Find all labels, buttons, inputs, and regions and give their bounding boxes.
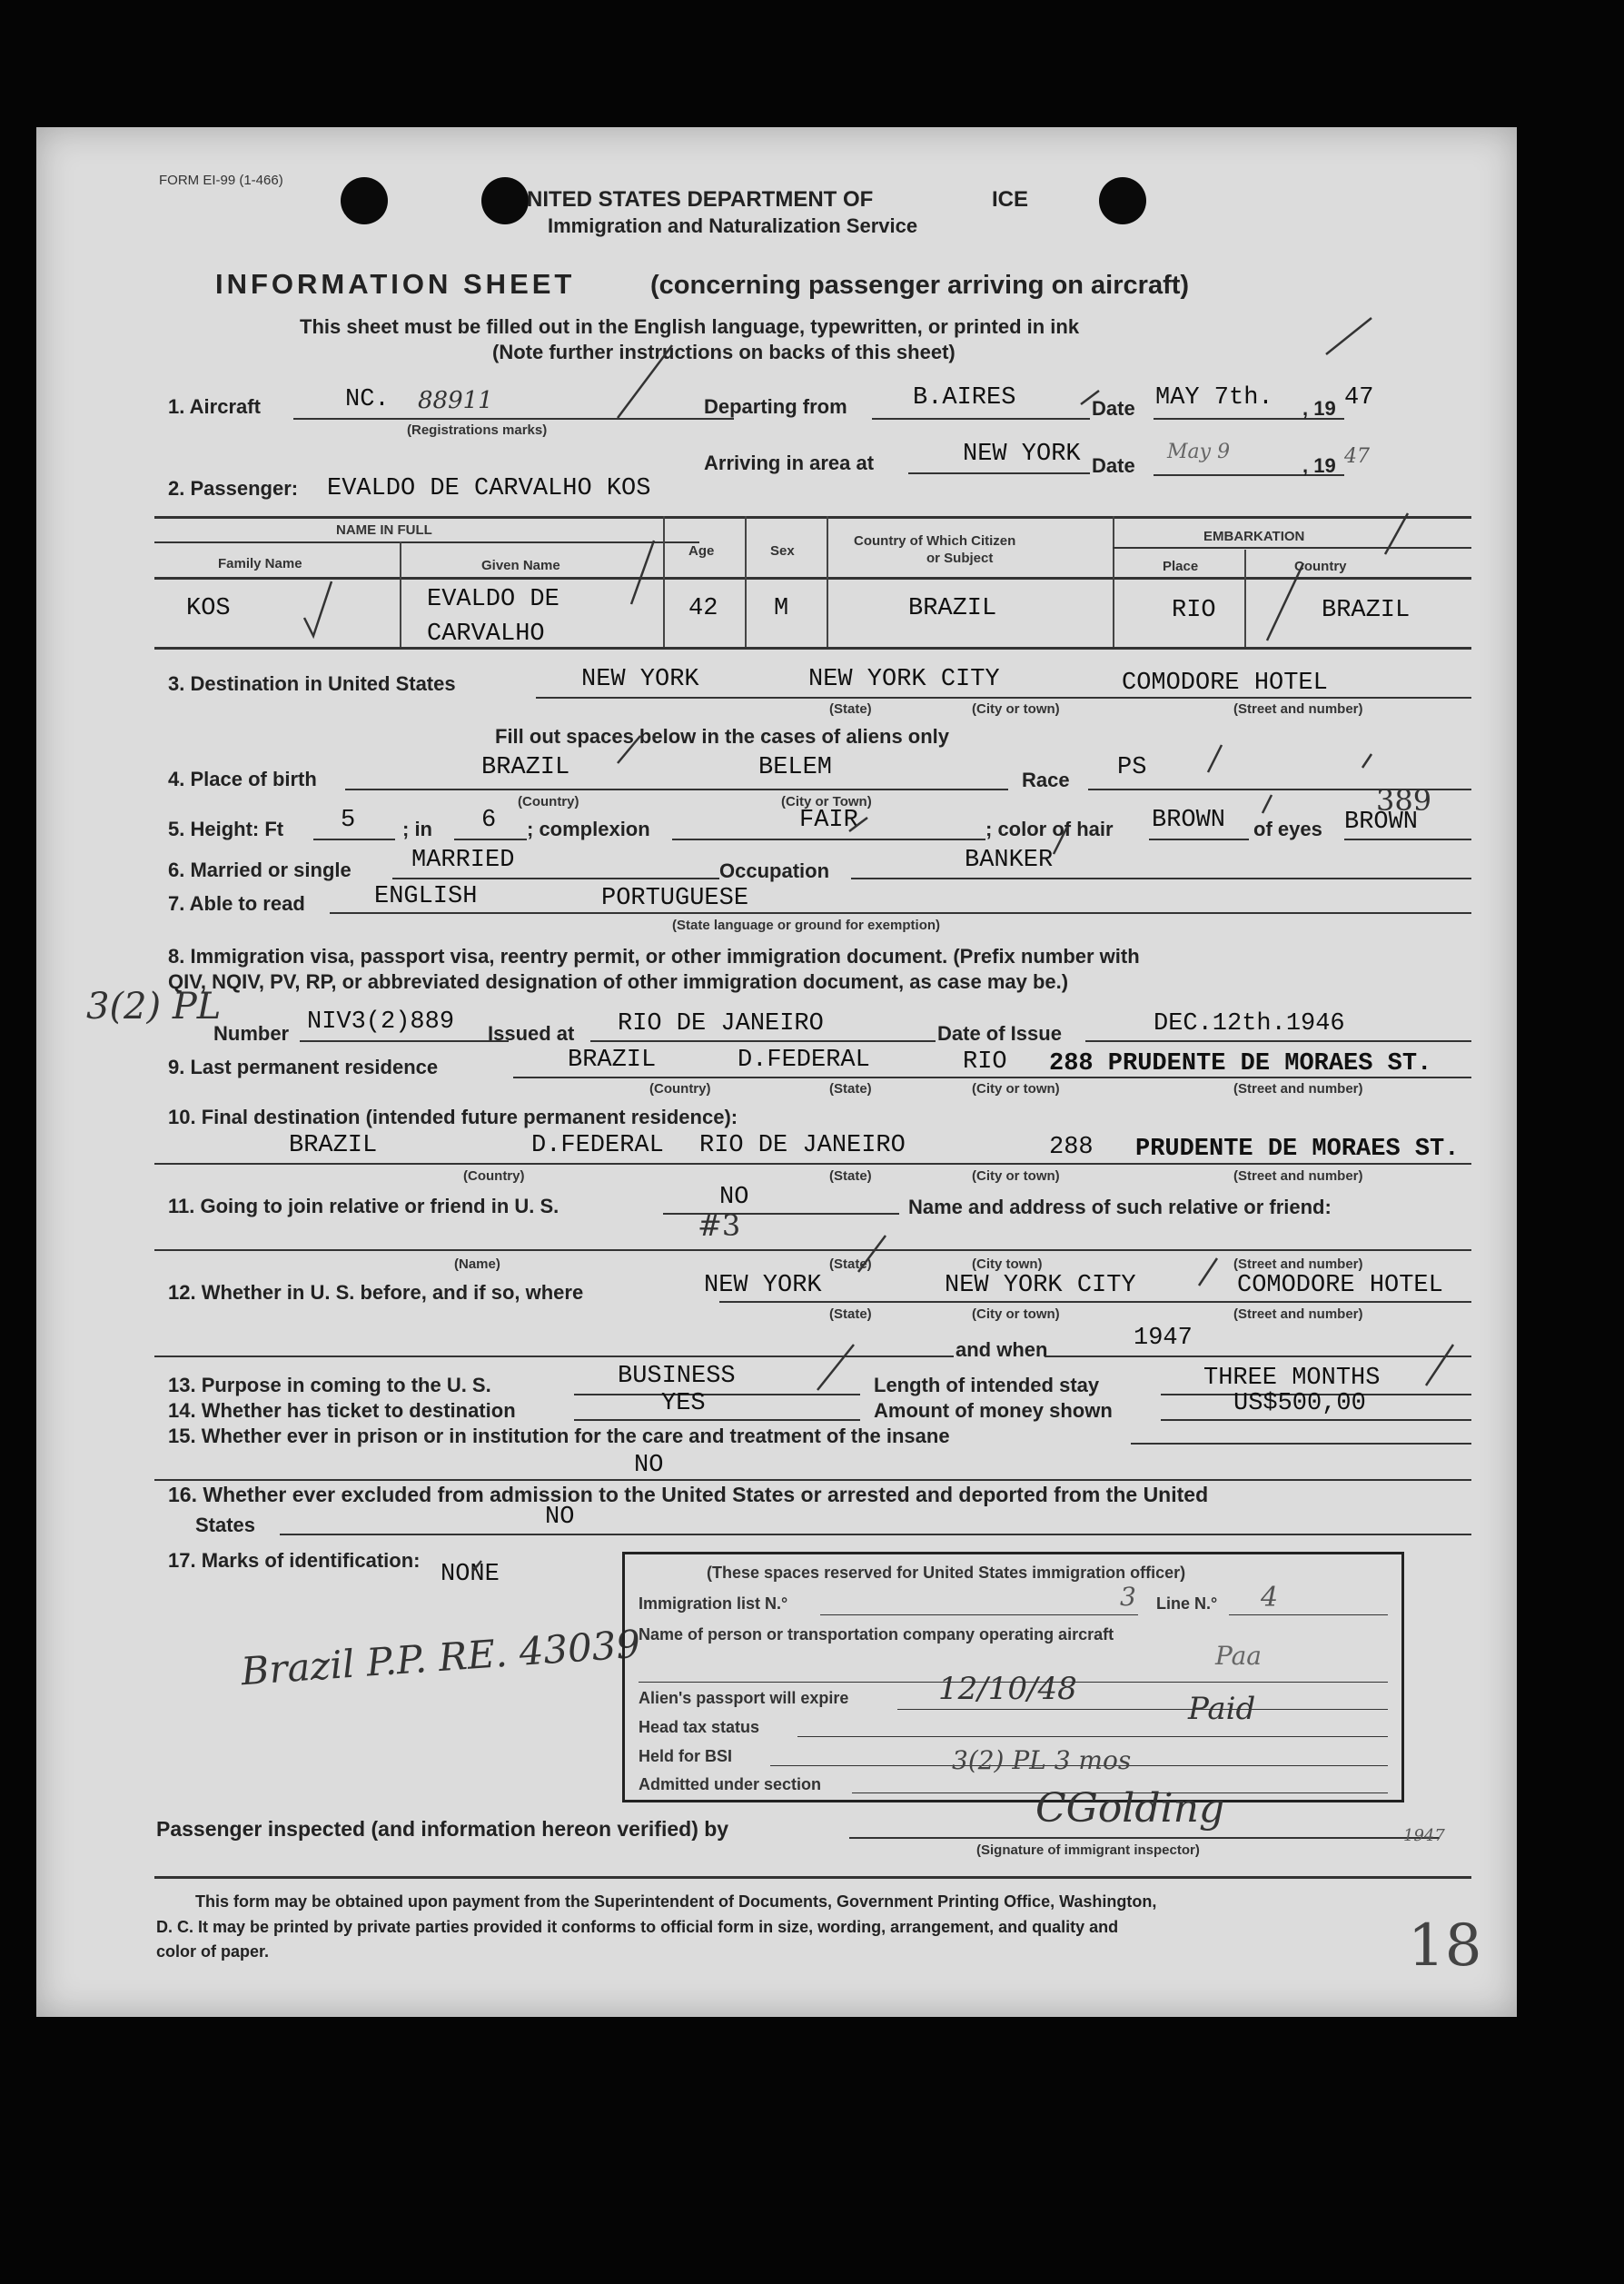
when-label: and when: [956, 1338, 1048, 1361]
sub-state-3: (State): [829, 701, 872, 717]
th-place: Place: [1163, 559, 1199, 574]
sub-street-11: (Street and number): [1233, 1256, 1363, 1272]
arriving-year-hand: 47: [1344, 445, 1370, 468]
aircraft-value: NC.: [345, 386, 390, 413]
td-place: RIO: [1172, 597, 1216, 624]
td-given-2: CARVALHO: [427, 621, 545, 648]
agency-name: NITED STATES DEPARTMENT OF: [527, 187, 874, 212]
sub-city-9: (City or town): [972, 1081, 1060, 1097]
marks-value: NONE: [441, 1561, 500, 1588]
excluded-value: NO: [545, 1504, 575, 1531]
height-label: 5. Height: Ft: [168, 818, 284, 840]
th-family-name: Family Name: [218, 556, 302, 571]
passenger-value: EVALDO DE CARVALHO KOS: [327, 475, 651, 502]
arriving-value: NEW YORK: [963, 441, 1081, 468]
sub-street-12: (Street and number): [1233, 1306, 1363, 1322]
officer-box-title: (These spaces reserved for United States immigration officer): [707, 1564, 1186, 1582]
aircraft-label: 1. Aircraft: [168, 395, 261, 418]
check-marks: [36, 127, 1517, 2017]
relative-name-label: Name and address of such relative or friend:: [908, 1196, 1332, 1218]
admitted-label: Admitted under section: [639, 1775, 822, 1793]
destination-state: NEW YORK: [581, 666, 699, 693]
td-family: KOS: [186, 595, 231, 622]
sheet-title: INFORMATION SHEET: [215, 268, 576, 300]
sub-city-10: (City or town): [972, 1168, 1060, 1184]
sub-country-9: (Country): [649, 1081, 711, 1097]
stay-value: THREE MONTHS: [1203, 1365, 1381, 1392]
operating-hand: Paa: [1215, 1641, 1262, 1671]
arriving-date-hand: May 9: [1167, 441, 1231, 463]
before-state: NEW YORK: [704, 1272, 822, 1299]
ticket-label: 14. Whether has ticket to destination: [168, 1399, 516, 1422]
residence-street: 288 PRUDENTE DE MORAES ST.: [1049, 1050, 1432, 1077]
destination-street: COMODORE HOTEL: [1122, 670, 1328, 697]
head-tax-hand: Paid: [1188, 1691, 1256, 1727]
form-sheet: [36, 127, 1517, 2017]
race-label: Race: [1022, 769, 1070, 791]
excluded-line-1: 16. Whether ever excluded from admission to the United States or arrested and deported from the United: [168, 1483, 1209, 1506]
purpose-label: 13. Purpose in coming to the U. S.: [168, 1374, 491, 1396]
admitted-hand: 3(2) PL 3 mos: [952, 1745, 1132, 1775]
ticket-value: YES: [661, 1390, 706, 1417]
visa-line-1: 8. Immigration visa, passport visa, reentry permit, or other immigration document. (Prefix number with: [168, 945, 1140, 968]
birth-city: BELEM: [758, 754, 833, 781]
year-prefix-1: , 19: [1302, 397, 1336, 420]
th-sex: Sex: [770, 543, 795, 559]
residence-city: RIO: [963, 1048, 1007, 1076]
aliens-note: Fill out spaces below in the cases of aliens only: [495, 725, 950, 748]
instruction-1: This sheet must be filled out in the English language, typewritten, or printed in ink: [300, 315, 1080, 338]
sub-state-12: (State): [829, 1306, 872, 1322]
visa-number: NIV3(2)889: [307, 1008, 455, 1036]
sub-state-9: (State): [829, 1081, 872, 1097]
sub-city-11: (City town): [972, 1256, 1043, 1272]
form-number: FORM EI-99 (1-466): [159, 173, 283, 188]
read-lang-1: ENGLISH: [374, 883, 478, 910]
sub-name-11: (Name): [454, 1256, 500, 1272]
inspector-sublabel: (Signature of immigrant inspector): [976, 1842, 1200, 1858]
date-label-2: Date: [1092, 454, 1135, 477]
inspector-signature: CGolding: [1035, 1785, 1225, 1832]
hair-value: BROWN: [1152, 807, 1226, 834]
residence-country: BRAZIL: [568, 1047, 657, 1074]
sub-city-4: (City or Town): [781, 794, 872, 809]
eyes-value: BROWN: [1344, 809, 1419, 836]
footer-line-2: D. C. It may be printed by private parties provided it conforms to official form in size, wording, arrangement, and quality and: [156, 1918, 1119, 1936]
sub-street-10: (Street and number): [1233, 1168, 1363, 1184]
final-country: BRAZIL: [289, 1132, 378, 1159]
line-no-label: Line N.°: [1156, 1594, 1218, 1613]
td-sex: M: [774, 595, 789, 622]
th-age: Age: [688, 543, 715, 559]
excluded-line-2: States: [195, 1514, 256, 1536]
complexion-label: ; complexion: [527, 818, 650, 840]
issue-date-label: Date of Issue: [937, 1022, 1062, 1045]
immigration-list-label: Immigration list N.°: [639, 1594, 788, 1613]
married-value: MARRIED: [411, 847, 515, 874]
read-label: 7. Able to read: [168, 892, 305, 915]
departing-value: B.AIRES: [913, 384, 1016, 412]
purpose-value: BUSINESS: [618, 1363, 736, 1390]
sub-country-10: (Country): [463, 1168, 525, 1184]
married-label: 6. Married or single: [168, 859, 352, 881]
visa-margin-hand: 3(2) PL: [86, 986, 222, 1028]
sub-city-3: (City or town): [972, 701, 1060, 717]
complexion-value: FAIR: [799, 807, 858, 834]
height-in-label: ; in: [402, 818, 432, 840]
service-name: Immigration and Naturalization Service: [548, 214, 918, 237]
registration-sublabel: (Registrations marks): [407, 422, 548, 438]
before-label: 12. Whether in U. S. before, and if so, where: [168, 1281, 584, 1304]
arriving-label: Arriving in area at: [704, 452, 875, 474]
eyes-label: of eyes: [1253, 818, 1322, 840]
final-state: D.FEDERAL: [531, 1132, 664, 1159]
sheet-subtitle: (concerning passenger arriving on aircraft): [650, 271, 1190, 300]
year-prefix-2: , 19: [1302, 454, 1336, 477]
relative-value: NO: [719, 1184, 749, 1211]
sub-country-4: (Country): [518, 794, 579, 809]
td-citizen: BRAZIL: [908, 595, 997, 622]
aircraft-registration-hand: 88911: [418, 387, 493, 414]
prison-label: 15. Whether ever in prison or in institution for the care and treatment of the insane: [168, 1425, 950, 1447]
passport-expire-hand: 12/10/48: [938, 1671, 1077, 1707]
td-given-1: EVALDO DE: [427, 586, 559, 613]
departing-year: 47: [1344, 384, 1374, 412]
stay-label: Length of intended stay: [874, 1374, 1100, 1396]
read-sublabel: (State language or ground for exemption): [672, 918, 941, 933]
th-given-name: Given Name: [481, 558, 560, 573]
final-dest-label: 10. Final destination (intended future permanent residence):: [168, 1106, 738, 1128]
issued-label: Issued at: [488, 1022, 575, 1045]
final-city: RIO DE JANEIRO: [699, 1132, 906, 1159]
visa-line-2: QIV, NQIV, PV, RP, or abbreviated designation of other immigration document, as case may be.): [168, 970, 1069, 993]
height-hand-number: 389: [1376, 783, 1432, 818]
visa-number-label: Number: [213, 1022, 290, 1045]
operating-label: Name of person or transportation company operating aircraft: [639, 1625, 1114, 1643]
date-label-1: Date: [1092, 397, 1135, 420]
passport-expire-label: Alien's passport will expire: [639, 1689, 849, 1707]
money-value: US$500,00: [1233, 1390, 1366, 1417]
birth-label: 4. Place of birth: [168, 768, 317, 790]
read-lang-2: PORTUGUESE: [601, 885, 749, 912]
head-tax-label: Head tax status: [639, 1718, 760, 1736]
when-value: 1947: [1134, 1325, 1193, 1352]
sub-state-10: (State): [829, 1168, 872, 1184]
agency-name-end: ICE: [992, 187, 1029, 212]
prison-value: NO: [634, 1452, 664, 1479]
destination-label: 3. Destination in United States: [168, 672, 456, 695]
sub-street-9: (Street and number): [1233, 1081, 1363, 1097]
final-num: 288: [1049, 1134, 1094, 1161]
td-age: 42: [688, 595, 718, 622]
residence-state: D.FEDERAL: [738, 1047, 870, 1074]
issue-date: DEC.12th.1946: [1154, 1010, 1345, 1038]
residence-label: 9. Last permanent residence: [168, 1056, 439, 1078]
race-value: PS: [1117, 754, 1147, 781]
th-name-in-full: NAME IN FULL: [336, 522, 432, 538]
inspection-year-hand: 1947: [1403, 1826, 1445, 1845]
td-embark-country: BRAZIL: [1322, 597, 1411, 624]
departing-label: Departing from: [704, 395, 847, 418]
page-number-hand: 18: [1408, 1912, 1482, 1980]
height-in: 6: [481, 807, 497, 834]
instruction-2: (Note further instructions on backs of this sheet): [492, 341, 956, 363]
bsi-label: Held for BSI: [639, 1747, 733, 1765]
inspected-label: Passenger inspected (and information hereon verified) by: [156, 1817, 729, 1841]
departing-date: MAY 7th.: [1155, 384, 1273, 412]
occupation-label: Occupation: [719, 859, 830, 882]
relative-label: 11. Going to join relative or friend in U. S.: [168, 1195, 559, 1217]
before-street: COMODORE HOTEL: [1237, 1272, 1443, 1299]
th-country-citizen-1: Country of Which Citizen: [854, 533, 1016, 549]
destination-city: NEW YORK CITY: [808, 666, 1000, 693]
passenger-label: 2. Passenger:: [168, 477, 299, 500]
sub-street-3: (Street and number): [1233, 701, 1363, 717]
hair-label: ; color of hair: [985, 818, 1114, 840]
th-country-citizen-2: or Subject: [926, 551, 994, 566]
birth-country: BRAZIL: [481, 754, 570, 781]
marks-label: 17. Marks of identification:: [168, 1549, 421, 1572]
immigration-list-hand: 3: [1120, 1582, 1136, 1612]
th-country: Country: [1294, 559, 1347, 574]
occupation-value: BANKER: [965, 847, 1054, 874]
footer-line-3: color of paper.: [156, 1942, 270, 1961]
footer-line-1: This form may be obtained upon payment from the Superintendent of Documents, Government Printing Office, Washington,: [195, 1892, 1157, 1911]
line-no-hand: 4: [1261, 1582, 1279, 1614]
th-embarkation: EMBARKATION: [1203, 529, 1305, 544]
money-label: Amount of money shown: [874, 1399, 1113, 1422]
marks-hand: Brazil P.P. RE. 43039: [239, 1621, 642, 1694]
relative-hand: #3: [698, 1208, 741, 1243]
issued-value: RIO DE JANEIRO: [618, 1010, 824, 1038]
before-city: NEW YORK CITY: [945, 1272, 1136, 1299]
sub-city-12: (City or town): [972, 1306, 1060, 1322]
sub-state-11: (State): [829, 1256, 872, 1272]
height-ft: 5: [341, 807, 356, 834]
final-street: PRUDENTE DE MORAES ST.: [1135, 1136, 1460, 1163]
